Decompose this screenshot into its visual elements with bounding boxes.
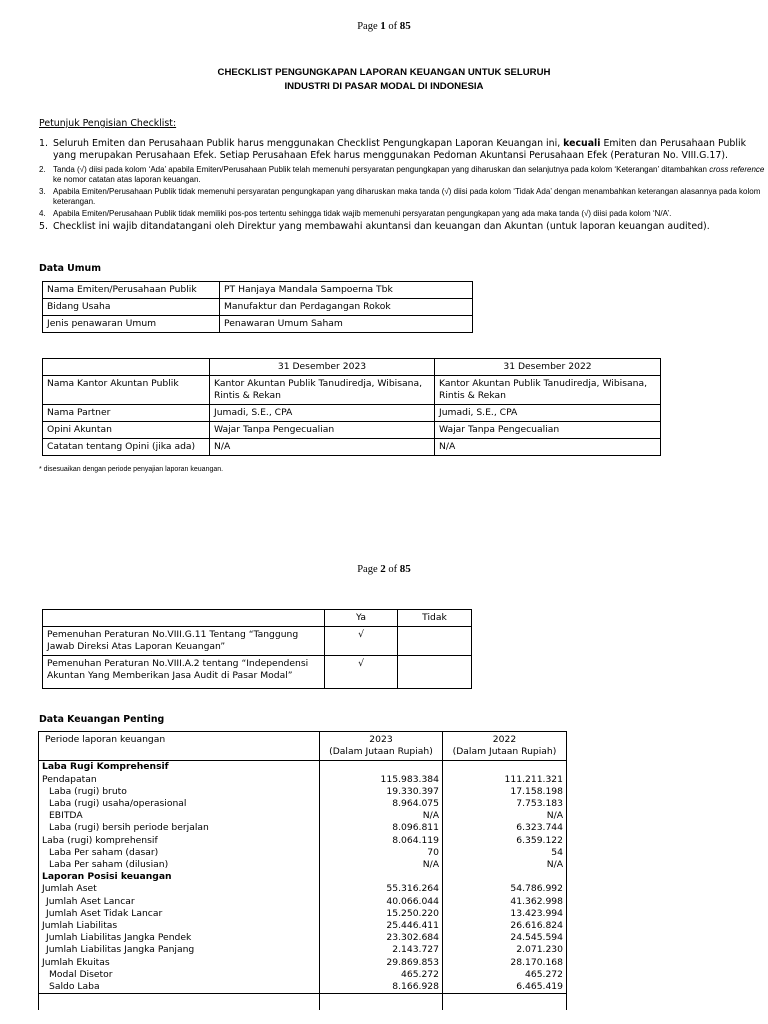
table-row — [39, 883, 567, 895]
table-row — [43, 656, 472, 689]
value-2023: 8.166.928 — [320, 981, 443, 994]
compliance-table — [42, 609, 472, 689]
table-cell: Wajar Tanpa Pengecualian — [210, 422, 435, 439]
table-row — [39, 932, 567, 944]
row-label: Jumlah Aset Lancar — [39, 896, 320, 908]
row-label: Laba Per saham (dilusian) — [39, 859, 320, 871]
table-row — [43, 376, 661, 405]
row-label: Laporan Posisi keuangan — [39, 871, 320, 883]
table-cell: N/A — [435, 439, 661, 456]
table-row — [43, 316, 473, 333]
instructions-heading: Petunjuk Pengisian Checklist: — [39, 118, 177, 129]
value-2022: N/A — [443, 859, 567, 871]
table-row — [39, 822, 567, 834]
value-2023: 8.096.811 — [320, 822, 443, 834]
item-text: Apabila Emiten/Perusahaan Publik tidak memiliki pos-pos tertentu sehingga tidak wajib memenuhi persyaratan pengungkapan yang ada maka tanda (√) diisi pada kolom ‘N/A’. — [53, 209, 672, 218]
table-row — [43, 282, 473, 299]
item-number: 3. — [39, 187, 46, 196]
data-umum-table — [42, 281, 473, 333]
title-line-1: CHECKLIST PENGUNGKAPAN LAPORAN KEUANGAN UNTUK SELURUH — [217, 67, 551, 78]
value-2022 — [443, 871, 567, 883]
header-cell: Tidak — [398, 610, 472, 627]
item-number: 4. — [39, 209, 46, 218]
row-label: Modal Disetor — [39, 969, 320, 981]
row-label: EBITDA — [39, 810, 320, 822]
table-cell: Nama Partner — [43, 405, 210, 422]
footnote: * disesuaikan dengan periode penyajian laporan keuangan. — [39, 466, 224, 473]
header-cell: 31 Desember 2022 — [435, 359, 661, 376]
value-2022 — [443, 761, 567, 774]
row-label: Laba Per saham (dasar) — [39, 847, 320, 859]
page-total: 85 — [399, 20, 411, 32]
section-row — [39, 871, 567, 883]
item-number: 2. — [39, 165, 46, 174]
financial-table — [38, 731, 567, 1010]
value-2023: 465.272 — [320, 969, 443, 981]
value-2023: 40.066.044 — [320, 896, 443, 908]
row-label: Laba (rugi) bruto — [39, 786, 320, 798]
row-label: Laba (rugi) bersih periode berjalan — [39, 822, 320, 834]
table-row — [39, 969, 567, 981]
table-cell: Penawaran Umum Saham — [220, 316, 473, 333]
row-label: Jumlah Liabilitas Jangka Pendek — [39, 932, 320, 944]
item-text: ke nomor catatan atas laporan keuangan. — [53, 175, 201, 184]
page-current: 2 — [380, 563, 386, 575]
header-year: 2023 — [369, 734, 393, 745]
header-cell — [43, 610, 325, 627]
table-cell: Catatan tentang Opini (jika ada) — [43, 439, 210, 456]
table-cell: Jenis penawaran Umum — [43, 316, 220, 333]
checkmark-cell: √ — [325, 656, 398, 689]
instruction-item — [39, 221, 767, 233]
value-2022: 6.323.744 — [443, 822, 567, 834]
page-current: 1 — [380, 20, 386, 32]
row-label: Pendapatan — [39, 774, 320, 786]
document-title — [0, 66, 768, 94]
financial-heading: Data Keuangan Penting — [39, 714, 165, 725]
table-cell — [398, 627, 472, 656]
auditor-table — [42, 358, 661, 456]
table-row — [39, 896, 567, 908]
header-cell: Ya — [325, 610, 398, 627]
header-cell: Periode laporan keuangan — [39, 732, 320, 761]
item-text: Checklist ini wajib ditandatangani oleh Direktur yang membawahi akuntansi dan keuangan dan Akuntan (untuk laporan keuangan audited). — [53, 221, 710, 232]
value-2023: 29.869.853 — [320, 957, 443, 969]
table-cell: Jumadi, S.E., CPA — [435, 405, 661, 422]
table-row — [39, 920, 567, 932]
table-row — [43, 439, 661, 456]
page-sep: of — [385, 564, 400, 575]
table-cell: Nama Kantor Akuntan Publik — [43, 376, 210, 405]
blank-cell — [39, 994, 320, 1011]
table-row — [39, 810, 567, 822]
value-2022: 7.753.183 — [443, 798, 567, 810]
page-number-2 — [0, 563, 768, 575]
value-2022: 2.071.230 — [443, 944, 567, 956]
table-row — [43, 299, 473, 316]
item-text: Emiten dan Perusahaan Publik yang merupakan Perusahaan Efek. Setiap Perusahaan Efek harus menggunakan Pedoman Akuntansi Perusahaan Efek (Peraturan No. VIII.G.17). — [53, 138, 746, 161]
blank-row — [39, 994, 567, 1011]
table-cell: Nama Emiten/Perusahaan Publik — [43, 282, 220, 299]
data-umum-heading: Data Umum — [39, 263, 102, 274]
blank-cell — [320, 994, 443, 1011]
checkmark-cell: √ — [325, 627, 398, 656]
table-header-row — [39, 732, 567, 761]
table-cell: Jumadi, S.E., CPA — [210, 405, 435, 422]
table-cell: Kantor Akuntan Publik Tanudiredja, Wibisana, Rintis & Rekan — [435, 376, 661, 405]
row-label: Jumlah Aset — [39, 883, 320, 895]
row-label: Saldo Laba — [39, 981, 320, 994]
table-cell — [398, 656, 472, 689]
instruction-item — [39, 138, 767, 162]
value-2023: 8.064.119 — [320, 835, 443, 847]
value-2023: 19.330.397 — [320, 786, 443, 798]
table-row — [43, 405, 661, 422]
value-2022: 54.786.992 — [443, 883, 567, 895]
item-emphasis: kecuali — [563, 138, 601, 149]
header-cell — [43, 359, 210, 376]
value-2023: N/A — [320, 810, 443, 822]
value-2022: 28.170.168 — [443, 957, 567, 969]
row-label: Jumlah Liabilitas — [39, 920, 320, 932]
value-2022: 6.465.419 — [443, 981, 567, 994]
value-2022: 41.362.998 — [443, 896, 567, 908]
row-label: Laba Rugi Komprehensif — [39, 761, 320, 774]
table-header-row — [43, 610, 472, 627]
item-text: Apabila Emiten/Perusahaan Publik tidak memenuhi persyaratan pengungkapan yang diharuskan maka tanda (√) diisi pada kolom ‘Tidak Ada’ dengan menambahkan keterangan alasannya pada kolom keterangan. — [53, 187, 761, 206]
table-row — [43, 422, 661, 439]
table-cell: Pemenuhan Peraturan No.VIII.A.2 tentang “Independensi Akuntan Yang Memberikan Jasa Audit di Pasar Modal” — [43, 656, 325, 689]
page-label: Page — [357, 21, 381, 32]
row-label: Jumlah Aset Tidak Lancar — [39, 908, 320, 920]
header-cell-2022 — [443, 732, 567, 761]
table-cell: Wajar Tanpa Pengecualian — [435, 422, 661, 439]
value-2022: 17.158.198 — [443, 786, 567, 798]
table-cell: Opini Akuntan — [43, 422, 210, 439]
page-number-1 — [0, 20, 768, 32]
value-2022: 54 — [443, 847, 567, 859]
blank-cell — [443, 994, 567, 1011]
table-row — [39, 944, 567, 956]
header-year: 2022 — [492, 734, 517, 745]
table-row — [39, 774, 567, 786]
item-number: 5. — [39, 221, 48, 232]
row-label: Jumlah Liabilitas Jangka Panjang — [39, 944, 320, 956]
value-2023: N/A — [320, 859, 443, 871]
table-cell: Bidang Usaha — [43, 299, 220, 316]
row-label: Jumlah Ekuitas — [39, 957, 320, 969]
instruction-item — [39, 165, 767, 185]
instruction-item — [39, 187, 767, 207]
table-row — [39, 957, 567, 969]
value-2022: 13.423.994 — [443, 908, 567, 920]
table-row — [39, 847, 567, 859]
row-label: Laba (rugi) usaha/operasional — [39, 798, 320, 810]
value-2022: 6.359.122 — [443, 835, 567, 847]
instruction-item — [39, 209, 767, 219]
table-row — [39, 908, 567, 920]
table-row — [39, 835, 567, 847]
value-2023 — [320, 761, 443, 774]
item-text: Seluruh Emiten dan Perusahaan Publik harus menggunakan Checklist Pengungkapan Laporan Keuangan ini, — [53, 138, 564, 149]
title-line-2: INDUSTRI DI PASAR MODAL DI INDONESIA — [284, 81, 484, 92]
value-2022: 26.616.824 — [443, 920, 567, 932]
value-2023: 115.983.384 — [320, 774, 443, 786]
table-cell: PT Hanjaya Mandala Sampoerna Tbk — [220, 282, 473, 299]
page-label: Page — [357, 564, 381, 575]
header-unit: (Dalam Jutaan Rupiah) — [329, 746, 433, 758]
value-2023: 2.143.727 — [320, 944, 443, 956]
value-2022: N/A — [443, 810, 567, 822]
header-cell: 31 Desember 2023 — [210, 359, 435, 376]
table-cell: N/A — [210, 439, 435, 456]
table-row — [39, 798, 567, 810]
header-cell-2023 — [320, 732, 443, 761]
value-2022: 24.545.594 — [443, 932, 567, 944]
table-cell: Kantor Akuntan Publik Tanudiredja, Wibisana, Rintis & Rekan — [210, 376, 435, 405]
financial-body — [39, 761, 567, 1010]
value-2023: 25.446.411 — [320, 920, 443, 932]
value-2022: 111.211.321 — [443, 774, 567, 786]
section-row — [39, 761, 567, 774]
item-text: Tanda (√) diisi pada kolom ‘Ada’ apabila Emiten/Perusahaan Publik telah memenuhi persyaratan pengungkapan yang diharuskan dan selanjutnya pada kolom ‘Keterangan’ ditambahkan — [53, 165, 710, 174]
table-row — [39, 981, 567, 994]
value-2023: 70 — [320, 847, 443, 859]
value-2023: 15.250.220 — [320, 908, 443, 920]
value-2023: 23.302.684 — [320, 932, 443, 944]
page-total: 85 — [399, 563, 411, 575]
instructions-list — [39, 138, 767, 234]
row-label: Laba (rugi) komprehensif — [39, 835, 320, 847]
table-row — [39, 859, 567, 871]
value-2023: 8.964.075 — [320, 798, 443, 810]
page-sep: of — [385, 21, 400, 32]
header-unit: (Dalam Jutaan Rupiah) — [452, 746, 557, 758]
table-row — [43, 627, 472, 656]
table-cell: Pemenuhan Peraturan No.VIII.G.11 Tentang “Tanggung Jawab Direksi Atas Laporan Keuangan” — [43, 627, 325, 656]
item-italic: cross reference — [709, 165, 765, 174]
value-2022: 465.272 — [443, 969, 567, 981]
table-header-row — [43, 359, 661, 376]
table-cell: Manufaktur dan Perdagangan Rokok — [220, 299, 473, 316]
item-number: 1. — [39, 138, 48, 149]
table-row — [39, 786, 567, 798]
value-2023: 55.316.264 — [320, 883, 443, 895]
value-2023 — [320, 871, 443, 883]
